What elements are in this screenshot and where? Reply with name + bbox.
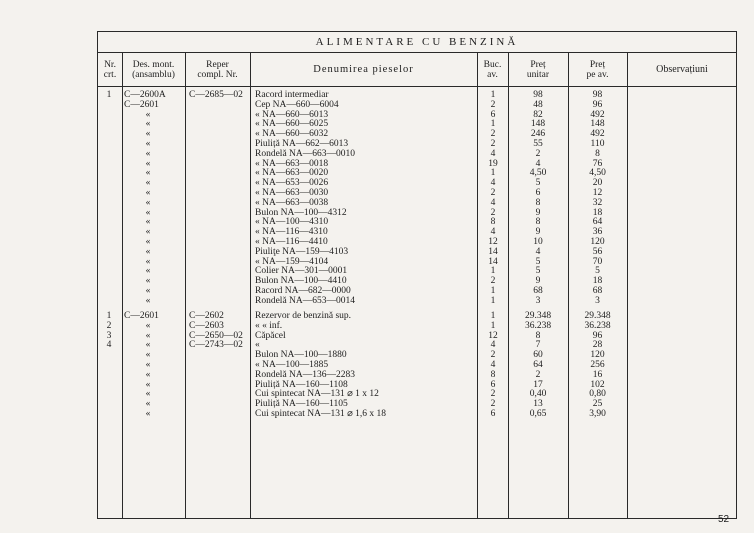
table-row (98, 111, 736, 121)
row-buc: 14 (488, 246, 498, 257)
row-pret-unitar: 3 (535, 295, 541, 306)
row-pret-pe-av: 0,80 (589, 389, 606, 400)
row-denumire: « NA—100—4310 (255, 217, 329, 228)
row-pret-unitar: 8 (535, 197, 541, 208)
row-pret-pe-av: 98 (592, 90, 603, 100)
row-buc: 6 (490, 109, 496, 120)
row-pret-pe-av: 120 (590, 350, 605, 361)
row-pret-unitar: 9 (535, 276, 541, 287)
header-denumire: Denumirea pieselor (313, 64, 414, 75)
row-buc: 2 (490, 188, 496, 198)
table-row (98, 381, 736, 391)
table-row (98, 267, 736, 277)
row-pret-unitar: 5 (535, 178, 541, 189)
parts-table (97, 31, 737, 519)
row-des-mont: « (145, 389, 151, 400)
row-pret-pe-av: 76 (592, 158, 603, 169)
row-denumire: Rezervor de benzină sup. (255, 311, 352, 321)
row-denumire: Căpăcel (255, 330, 286, 341)
row-des-mont: « (145, 256, 151, 267)
row-denumire: Colier NA—301—0001 (255, 266, 348, 277)
row-buc: 2 (490, 399, 496, 410)
row-des-mont: « (145, 109, 151, 120)
table-row (98, 179, 736, 189)
row-pret-unitar: 2 (535, 148, 541, 159)
header-observatiuni: Observațiuni (656, 64, 708, 75)
row-pret-pe-av: 102 (590, 379, 605, 390)
row-pret-unitar: 10 (533, 237, 543, 247)
table-row (98, 287, 736, 297)
row-pret-pe-av: 36 (592, 227, 603, 238)
row-buc: 4 (490, 148, 496, 159)
row-denumire: Rondelă NA—653—0014 (255, 295, 356, 306)
row-nr: 1 (106, 90, 112, 100)
table-row (98, 371, 736, 381)
row-pret-pe-av: 3 (595, 295, 600, 306)
row-pret-pe-av: 492 (590, 109, 605, 120)
row-pret-pe-av: 18 (592, 207, 603, 218)
row-denumire: Bulon NA—100—4312 (255, 207, 347, 218)
row-buc: 2 (490, 129, 496, 140)
table-row (98, 140, 736, 150)
row-des-mont: « (145, 266, 151, 277)
row-buc: 2 (490, 99, 496, 110)
table-row (98, 91, 736, 101)
row-pret-pe-av: 256 (590, 360, 605, 370)
row-pret-unitar: 5 (535, 266, 541, 277)
row-des-mont: « (145, 129, 151, 140)
row-des-mont: « (145, 340, 151, 351)
row-pret-unitar: 7 (535, 340, 541, 351)
row-nr: 4 (106, 340, 112, 351)
row-nr: 1 (106, 311, 112, 321)
row-denumire: Piuliță NA—160—1105 (255, 399, 348, 410)
row-denumire: « (255, 340, 260, 351)
row-pret-pe-av: 12 (592, 188, 603, 198)
row-pret-unitar: 5 (535, 256, 541, 267)
row-pret-pe-av: 120 (590, 237, 605, 247)
row-denumire: « NA—660—6013 (255, 109, 329, 120)
row-pret-pe-av: 110 (590, 139, 605, 149)
row-buc: 8 (490, 217, 496, 228)
row-buc: 1 (490, 286, 496, 296)
row-des-mont: « (145, 168, 151, 179)
row-buc: 4 (490, 360, 496, 370)
table-row (98, 120, 736, 130)
table-row (98, 150, 736, 160)
header-des-mont: Des. mont. (ansamblu) (132, 60, 175, 80)
row-pret-unitar: 9 (535, 207, 541, 218)
row-buc: 4 (490, 197, 496, 208)
row-buc: 1 (490, 119, 496, 130)
row-denumire: « NA—100—1885 (255, 360, 329, 370)
row-des-mont: « (145, 217, 151, 228)
row-des-mont: « (145, 139, 151, 149)
row-buc: 2 (490, 276, 496, 287)
table-row (98, 410, 736, 420)
table-row (98, 248, 736, 258)
row-des-mont: « (145, 178, 151, 189)
row-denumire: « NA—116—4310 (255, 227, 328, 238)
table-row (98, 218, 736, 228)
row-pret-pe-av: 148 (590, 119, 605, 130)
row-pret-pe-av: 8 (595, 148, 600, 159)
row-pret-pe-av: 64 (592, 217, 603, 228)
row-denumire: Cui spintecat NA—131 ⌀ 1 x 12 (255, 389, 379, 400)
row-des-mont: « (145, 286, 151, 296)
row-pret-pe-av: 56 (592, 246, 603, 257)
row-pret-unitar: 64 (533, 360, 543, 370)
row-buc: 12 (488, 330, 498, 341)
row-reper: C—2602 (189, 311, 224, 321)
row-pret-unitar: 98 (533, 90, 543, 100)
row-buc: 14 (488, 256, 498, 267)
row-buc: 2 (490, 350, 496, 361)
row-denumire: Cep NA—660—6004 (255, 99, 339, 110)
row-pret-pe-av: 70 (592, 256, 603, 267)
row-pret-unitar: 29.348 (524, 311, 552, 321)
table-row (98, 277, 736, 287)
row-des-mont: « (145, 360, 151, 370)
row-pret-pe-av: 25 (592, 399, 603, 410)
row-buc: 6 (490, 409, 496, 419)
row-denumire: « NA—660—6032 (255, 129, 329, 140)
header-divider (98, 86, 736, 87)
page-number: 52 (718, 514, 730, 525)
row-denumire: Bulon NA—100—4410 (255, 276, 347, 287)
row-denumire: Racord NA—682—0000 (255, 286, 351, 296)
row-pret-pe-av: 68 (592, 286, 603, 296)
row-pret-unitar: 0,65 (529, 409, 547, 419)
row-pret-unitar: 17 (533, 379, 543, 390)
table-row (98, 160, 736, 170)
header-nr: Nr. crt. (103, 60, 117, 80)
header-pret-pe-av: Preț pe av. (586, 60, 609, 80)
row-reper: C—2650—02 (189, 330, 243, 341)
row-des-mont: « (145, 158, 151, 169)
table-row (98, 361, 736, 371)
row-pret-unitar: 148 (530, 119, 546, 130)
row-des-mont: « (145, 409, 151, 419)
table-row (98, 297, 736, 307)
table-row (98, 390, 736, 400)
row-pret-unitar: 6 (535, 188, 541, 198)
row-pret-unitar: 4,50 (529, 168, 547, 179)
row-pret-unitar: 4 (535, 158, 541, 169)
row-pret-pe-av: 16 (592, 369, 603, 380)
row-denumire: « NA—159—4104 (255, 256, 329, 267)
row-des-mont: « (145, 379, 151, 390)
table-row (98, 258, 736, 268)
row-buc: 1 (490, 168, 496, 179)
row-nr: 2 (106, 320, 112, 331)
row-pret-pe-av: 5 (595, 266, 600, 277)
row-buc: 12 (488, 237, 498, 247)
header-pret-unitar: Preț unitar (526, 60, 550, 80)
row-denumire: Piuliță NA—662—6013 (255, 139, 349, 149)
row-pret-unitar: 55 (533, 139, 543, 149)
row-des-mont: C—2600A (124, 90, 166, 100)
row-des-mont: « (145, 276, 151, 287)
row-denumire: « NA—663—0020 (255, 168, 329, 179)
table-row (98, 351, 736, 361)
table-row (98, 238, 736, 248)
row-buc: 4 (490, 340, 496, 351)
row-pret-pe-av: 32 (592, 197, 603, 208)
row-buc: 19 (488, 158, 498, 169)
row-pret-pe-av: 20 (592, 178, 603, 189)
row-denumire: Rondelă NA—663—0010 (255, 148, 356, 159)
row-pret-unitar: 8 (535, 217, 541, 228)
row-des-mont: « (145, 207, 151, 218)
table-row (98, 209, 736, 219)
table-row (98, 130, 736, 140)
row-pret-unitar: 0,40 (529, 389, 547, 400)
row-des-mont: « (145, 369, 151, 380)
row-denumire: Cui spintecat NA—131 ⌀ 1,6 x 18 (255, 409, 387, 419)
row-buc: 1 (490, 90, 496, 100)
row-pret-unitar: 8 (535, 330, 541, 341)
row-buc: 4 (490, 227, 496, 238)
table-row (98, 101, 736, 111)
row-denumire: « NA—663—0018 (255, 158, 329, 169)
table-row (98, 169, 736, 179)
table-title: ALIMENTARE CU BENZINĂ (98, 32, 736, 53)
row-denumire: Bulon NA—100—1880 (255, 350, 347, 361)
table-row (98, 400, 736, 410)
row-buc: 4 (490, 178, 496, 189)
row-pret-unitar: 68 (533, 286, 543, 296)
row-des-mont: C—2601 (124, 99, 159, 110)
row-pret-unitar: 246 (530, 129, 546, 140)
row-des-mont: « (145, 330, 151, 341)
row-pret-unitar: 36.238 (524, 320, 552, 331)
row-denumire: « NA—660—6025 (255, 119, 329, 130)
row-nr: 3 (106, 330, 112, 341)
row-des-mont: « (145, 295, 151, 306)
row-des-mont: « (145, 148, 151, 159)
row-pret-unitar: 60 (533, 350, 543, 361)
row-buc: 1 (490, 266, 496, 277)
table-row (98, 228, 736, 238)
row-des-mont: « (145, 227, 151, 238)
row-denumire: « NA—663—0030 (255, 188, 329, 198)
row-pret-pe-av: 96 (592, 99, 603, 110)
table-row (98, 189, 736, 199)
row-des-mont: C—2601 (124, 311, 159, 321)
row-pret-pe-av: 36.238 (584, 320, 611, 331)
row-pret-pe-av: 96 (592, 330, 603, 341)
row-denumire: Piuliță NA—160—1108 (255, 379, 348, 390)
row-des-mont: « (145, 399, 151, 410)
row-denumire: « NA—663—0038 (255, 197, 329, 208)
row-denumire: « « inf. (255, 320, 283, 331)
header-buc: Buc. av. (483, 60, 502, 80)
row-pret-pe-av: 4,50 (589, 168, 606, 179)
row-buc: 2 (490, 389, 496, 400)
row-pret-unitar: 4 (535, 246, 541, 257)
row-des-mont: « (145, 197, 151, 208)
row-pret-pe-av: 29.348 (584, 311, 611, 321)
row-denumire: Rondelă NA—136—2283 (255, 369, 356, 380)
row-pret-pe-av: 3,90 (589, 409, 606, 419)
row-buc: 2 (490, 207, 496, 218)
row-des-mont: « (145, 119, 151, 130)
row-denumire: Piuliţe NA—159—4103 (255, 246, 349, 257)
row-denumire: Racord intermediar (255, 90, 329, 100)
row-des-mont: « (145, 320, 151, 331)
row-denumire: « NA—653—0026 (255, 178, 329, 189)
header-reper: Reper compl. Nr. (197, 60, 238, 80)
row-pret-pe-av: 492 (590, 129, 605, 140)
row-buc: 1 (490, 311, 496, 321)
row-reper: C—2743—02 (189, 340, 243, 351)
row-pret-unitar: 13 (533, 399, 543, 410)
row-pret-unitar: 9 (535, 227, 541, 238)
row-pret-unitar: 48 (533, 99, 543, 110)
row-buc: 6 (490, 379, 496, 390)
row-buc: 8 (490, 369, 496, 380)
row-pret-unitar: 82 (533, 109, 543, 120)
row-pret-pe-av: 18 (592, 276, 603, 287)
table-row (98, 341, 736, 351)
row-pret-pe-av: 28 (592, 340, 603, 351)
row-buc: 1 (490, 320, 496, 331)
row-des-mont: « (145, 350, 151, 361)
row-pret-unitar: 2 (535, 369, 541, 380)
row-reper: C—2685—02 (189, 90, 243, 100)
row-reper: C—2603 (189, 320, 224, 331)
row-des-mont: « (145, 246, 151, 257)
row-buc: 1 (490, 295, 496, 306)
row-des-mont: « (145, 237, 151, 247)
table-row (98, 199, 736, 209)
row-des-mont: « (145, 188, 151, 198)
row-denumire: « NA—116—4410 (255, 237, 328, 247)
row-buc: 2 (490, 139, 496, 149)
